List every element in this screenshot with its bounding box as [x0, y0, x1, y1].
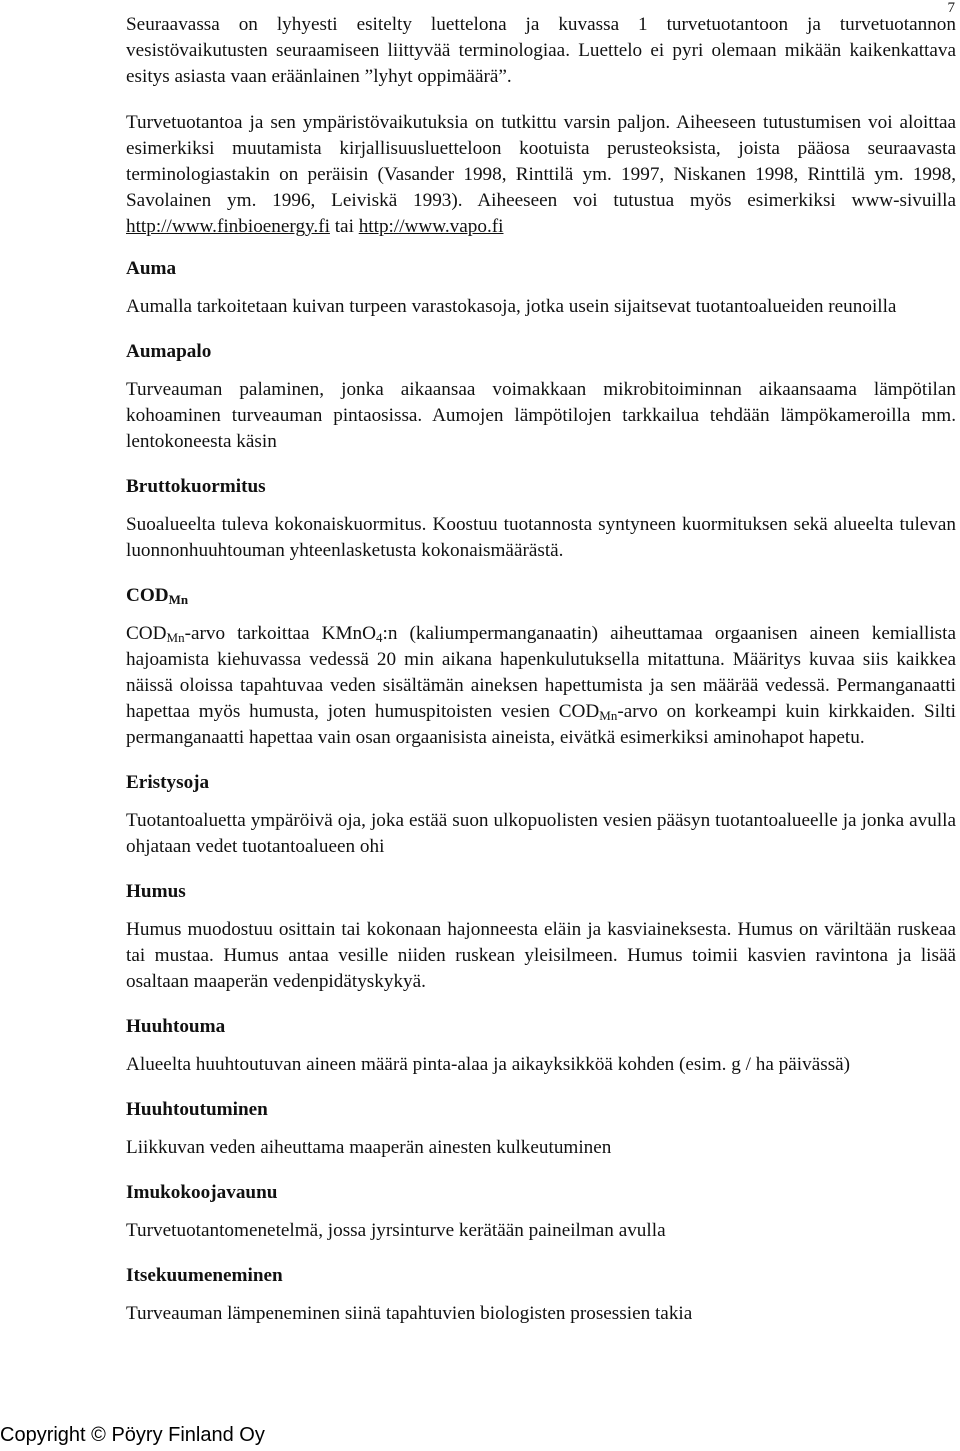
term-definition-eristysoja: Tuotantoaluetta ympäröivä oja, joka estää suon ulkopuolisten vesien pääsyn tuotantoalueelle ja jonka avulla ohjataan vedet tuotantoalueen ohi — [126, 810, 956, 857]
intro-references-text: Turvetuotantoa ja sen ympäristövaikutuksia on tutkittu varsin paljon. Aiheeseen tutustumisen voi aloittaa esimerkiksi muutamista kirjallisuusluetteloon kootuista perusteoksista, joista pääosa seuraavasta terminologiastakin on peräisin (Vasander 1998, Rinttilä ym. 1997, Niskanen 1998, Rinttilä ym. 1998, Savolainen ym. 1996, Leiviskä 1993). Aiheeseen voi tutustua myös esimerkiksi www-sivuilla — [126, 112, 956, 211]
term-definition-bruttokuormitus: Suoalueelta tuleva kokonaiskuormitus. Koostuu tuotannosta syntyneen kuormituksen sekä alueelta tulevan luonnonhuuhtouman yhteenlasketusta kokonaismäärästä. — [126, 514, 956, 561]
document-body — [126, 12, 956, 1346]
term-title-eristysoja: Eristysoja — [126, 772, 210, 793]
term-definition-auma: Aumalla tarkoitetaan kuivan turpeen varastokasoja, jotka usein sijaitsevat tuotantoalueiden reunoilla — [126, 296, 897, 317]
term-definition-imukokoojavaunu: Turvetuotantomenetelmä, jossa jyrsinturve kerätään paineilman avulla — [126, 1220, 666, 1241]
cod-title-main: COD — [126, 585, 169, 606]
term-title-itsekuumeneminen: Itsekuumeneminen — [126, 1265, 283, 1286]
term-title-huuhtouma: Huuhtouma — [126, 1016, 226, 1037]
finbioenergy-link[interactable]: http://www.finbioenergy.fi — [126, 216, 330, 237]
term-definition-itsekuumeneminen: Turveauman lämpeneminen siinä tapahtuvien biologisten prosessien takia — [126, 1303, 693, 1324]
term-definition-humus: Humus muodostuu osittain tai kokonaan hajonneesta eläin ja kasviaineksesta. Humus on väriltään ruskeaa tai mustaa. Humus antaa vesille niiden ruskean yleisilmeen. Humus toimii kasvien ravintona ja lisää osaltaan maaperän vedenpidätyskykyä. — [126, 919, 956, 992]
term-title-huuhtoutuminen: Huuhtoutuminen — [126, 1099, 268, 1120]
term-definition-huuhtouma: Alueelta huuhtoutuvan aineen määrä pinta-alaa ja aikayksikköä kohden (esim. g / ha päivässä) — [126, 1054, 851, 1075]
term-definition-cod — [126, 621, 956, 751]
cod-def-subscript-c: Mn — [599, 708, 618, 723]
cod-def-subscript-b: 4 — [376, 630, 383, 645]
cod-def-part-a: COD — [126, 623, 167, 644]
link-connector: tai — [329, 216, 359, 237]
page-number: 7 — [947, 0, 955, 16]
intro-references-paragraph — [126, 110, 956, 240]
term-title-aumapalo: Aumapalo — [126, 341, 212, 362]
term-title-humus: Humus — [126, 881, 186, 902]
cod-def-subscript-a: Mn — [166, 630, 185, 645]
cod-def-part-d: -arvo on korkeampi kuin kirkkaiden. Silti permanganaatti hapettaa vain osan orgaanisista aineista, eivätkä esimerkiksi aminohapot hapetu. — [126, 701, 956, 748]
term-title-imukokoojavaunu: Imukokoojavaunu — [126, 1182, 278, 1203]
term-title-bruttokuormitus: Bruttokuormitus — [126, 476, 266, 497]
copyright-footer: Copyright © Pöyry Finland Oy — [0, 1424, 265, 1446]
intro-paragraph: Seuraavassa on lyhyesti esitelty luettelona ja kuvassa 1 turvetuotantoon ja turvetuotannon vesistövaikutusten seuraamiseen liittyvää terminologiaa. Luettelo ei pyri olemaan mikään kaikenkattava esitys asiasta vaan eräänlainen ”lyhyt oppimäärä”. — [126, 14, 956, 87]
cod-def-part-c: :n (kaliumpermanganaatin) aiheuttamaa orgaanisen aineen kemiallista hajoamista kiehuvassa vedessä 20 min aikana hapenkulutuksella mitattuna. Määritys kuvaa siis kaikkea näissä oloissa tapahtuvaa veden sisältämän aineksen hapettumista ja sen määrää vedessä. Permanganaatti hapettaa myös humusta, joten humuspitoisten vesien COD — [126, 623, 956, 722]
term-title-auma: Auma — [126, 258, 177, 279]
cod-title-subscript: Mn — [168, 592, 189, 607]
term-definition-aumapalo: Turveauman palaminen, jonka aikaansaa voimakkaan mikrobitoiminnan aikaansaama lämpötilan kohoaminen turveauman pintaosissa. Aumojen lämpötilojen tarkkailua tehdään lämpökameroilla mm. lentokoneesta käsin — [126, 379, 956, 452]
vapo-link[interactable]: http://www.vapo.fi — [358, 216, 504, 237]
term-title-cod — [126, 583, 956, 609]
cod-def-part-b: -arvo tarkoittaa KMnO — [184, 623, 376, 644]
term-definition-huuhtoutuminen: Liikkuvan veden aiheuttama maaperän ainesten kulkeutuminen — [126, 1137, 612, 1158]
